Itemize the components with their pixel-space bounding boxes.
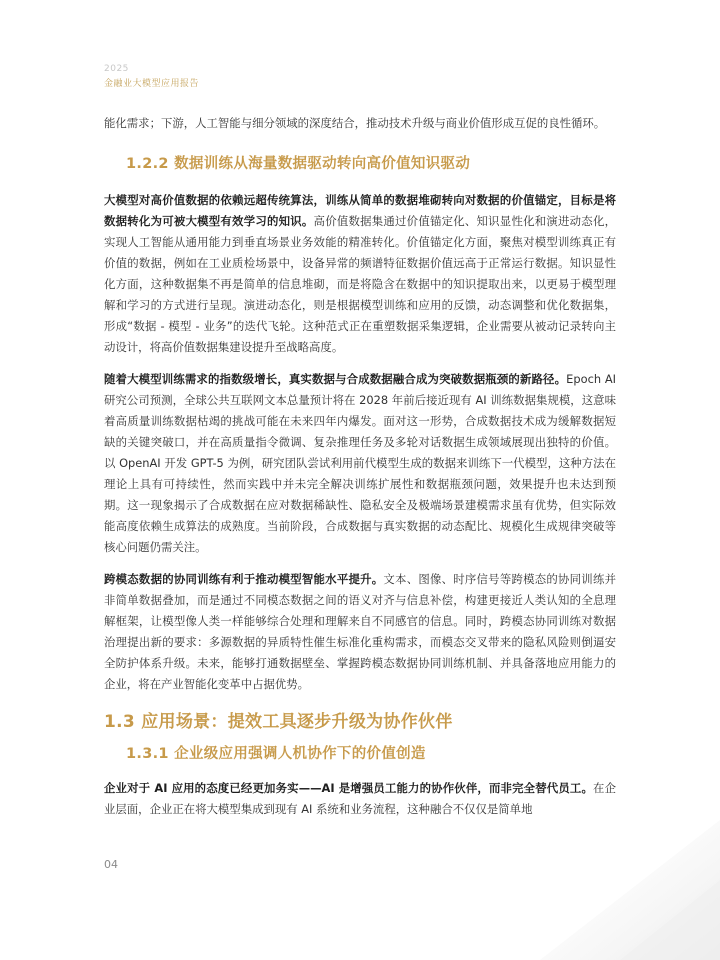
paragraph-2-lead: 随着大模型训练需求的指数级增长，真实数据与合成数据融合成为突破数据瓶颈的新路径。 xyxy=(104,372,567,386)
paragraph-3-body: 文本、图像、时序信号等跨模态的协同训练并非简单数据叠加，而是通过不同模态数据之间的语义对齐与信息补偿，构建更接近人类认知的全息理解框架，让模型像人类一样能够综合处理和理解来自不同感官的信息。同时，跨模态协同训练对数据治理提出新的要求：多源数据的异质特性催生标准化重构需求，而模态交叉带来的隐私风险则倒逼安全防护体系升级。未来，能够打通数据壁垒、掌握跨模态数据协同训练机制、并具备落地应用能力的企业，将在产业智能化变革中占据优势。 xyxy=(104,572,616,691)
paragraph-3-lead: 跨模态数据的协同训练有利于推动模型智能水平提升。 xyxy=(104,572,384,586)
paragraph-4-lead: 企业对于 AI 应用的态度已经更加务实——AI 是增强员工能力的协作伙伴，而非完全替代员工。 xyxy=(104,781,594,795)
intro-paragraph: 能化需求；下游，人工智能与细分领域的深度结合，推动技术升级与商业价值形成互促的良性循环。 xyxy=(104,116,606,130)
intro-paragraph-block xyxy=(104,113,616,134)
paragraph-2-body: Epoch AI 研究公司预测，全球公共互联网文本总量预计将在 2028 年前后接近现有 AI 训练数据集规模，这意味着高质量训练数据枯竭的挑战可能在未来四年内爆发。面对这一形势，合成数据技术成为缓解数据短缺的关键突破口，并在高质量指令微调、复杂推理任务及多轮对话数据生成领域展现出独特的价值。以 OpenAI 开发 GPT-5 为例，研究团队尝试利用前代模型生成的数据来训练下一代模型，这种方法在理论上具有可持续性，然而实践中并未完全解决训练扩展性和数据瓶颈问题，效果提升也未达到预期。这一现象揭示了合成数据在应对数据稀缺性、隐私安全及极端场景建模需求虽有优势，但实际效能高度依赖生成算法的成熟度。当前阶段，合成数据与真实数据的动态配比、规模化生成规律突破等核心问题仍需关注。 xyxy=(104,372,616,554)
section-1-2-2-heading: 1.2.2 数据训练从海量数据驱动转向高价值知识驱动 xyxy=(126,156,471,172)
paragraph-1-body: 高价值数据集通过价值锚定化、知识显性化和演进动态化，实现人工智能从通用能力到垂直场景业务效能的精准转化。价值锚定化方面，聚焦对模型训练真正有价值的数据，例如在工业质检场景中，设备异常的频谱特征数据价值远高于正常运行数据。知识显性化方面，这种数据集不再是简单的信息堆砌，而是将隐含在数据中的知识提取出来，以更易于模型理解和学习的方式进行呈现。演进动态化，则是根据模型训练和应用的反馈，动态调整和优化数据集，形成“数据 - 模型 - 业务”的迭代飞轮。这种范式正在重塑数据采集逻辑，企业需要从被动记录转向主动设计，将高价值数据集建设提升至战略高度。 xyxy=(104,214,616,354)
section-1-2-2-paragraph-2 xyxy=(104,369,616,558)
header-year: 2025 xyxy=(104,64,129,74)
corner-decoration xyxy=(500,800,720,960)
section-1-3-1-heading: 1.3.1 企业级应用强调人机协作下的价值创造 xyxy=(126,746,426,762)
paragraph-1-lead: 大模型对高价值数据的依赖远超传统算法，训练从简单的数据堆砌转向对数据的价值锚定，目标是将数据转化为可被大模型有效学习的知识。 xyxy=(104,193,616,228)
section-1-2-2-paragraph-3 xyxy=(104,569,616,695)
header-report-title: 金融业大模型应用报告 xyxy=(104,79,200,89)
paragraph-4-body: 在企业层面，企业正在将大模型集成到现有 AI 系统和业务流程，这种融合不仅仅是简单地 xyxy=(104,781,616,816)
page-number: 04 xyxy=(104,858,118,871)
section-1-2-2-paragraph-1 xyxy=(104,190,616,358)
section-1-3-heading: 1.3 应用场景：提效工具逐步升级为协作伙伴 xyxy=(104,712,453,732)
